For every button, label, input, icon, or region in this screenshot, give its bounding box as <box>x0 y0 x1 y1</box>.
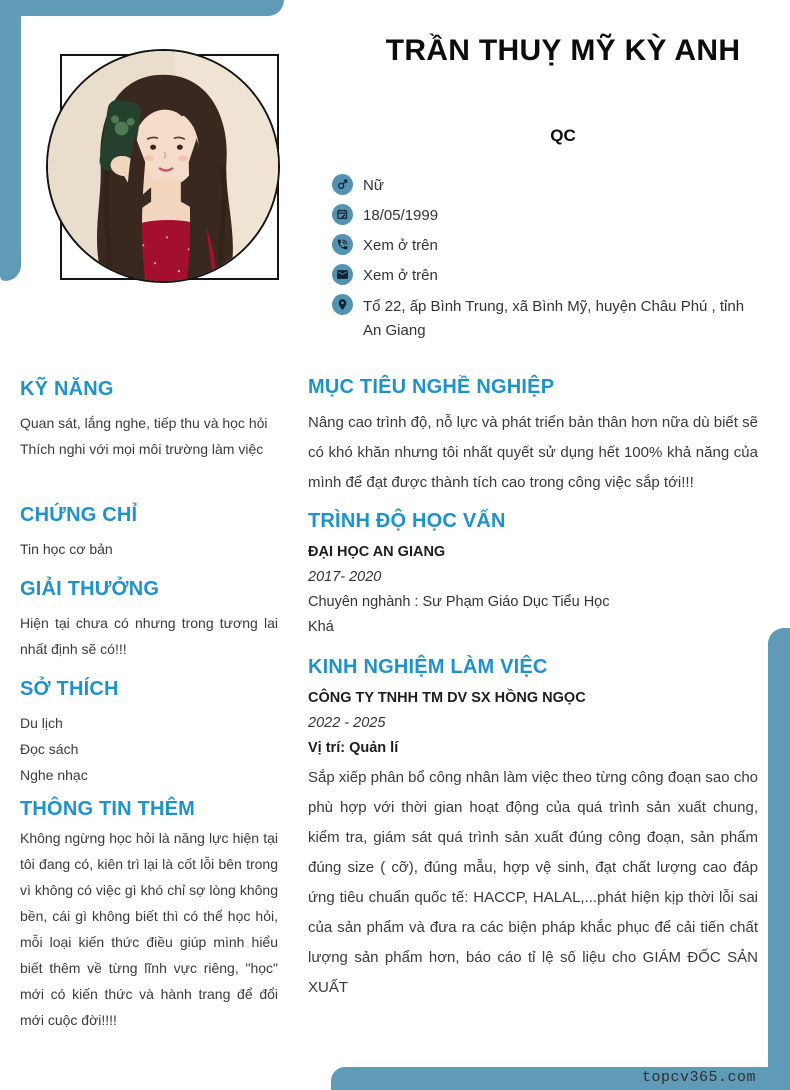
education-period: 2017- 2020 <box>308 569 382 585</box>
top-accent-shape <box>0 0 284 16</box>
email-value: Xem ở trên <box>363 267 438 284</box>
phone-value: Xem ở trên <box>363 237 438 254</box>
right-column <box>308 374 758 1003</box>
hobby-item: Đọc sách <box>20 741 79 757</box>
section-awards <box>20 576 278 662</box>
contact-row-email <box>332 264 764 286</box>
skill-item: Quan sát, lắng nghe, tiếp thu và học hỏi <box>20 415 268 431</box>
skill-item: Thích nghi với mọi môi trường làm việc <box>20 441 264 457</box>
address-value: Tổ 22, ấp Bình Trung, xã Bình Mỹ, huyện Châu Phú , tỉnh An Giang <box>363 298 745 339</box>
birthday-value: 18/05/1999 <box>363 207 439 224</box>
section-certificates <box>20 502 278 562</box>
more-info-text: Không ngừng học hỏi là năng lực hiện tại tôi đang có, kiên trì lại là cốt lỗi bên trong vì không có việc gì khó chỉ sợ lòng không bền, cái gì không biết thì có thể học hỏi, mỗi loại kiến thức điều giúp mình hiểu biết thêm về từng lĩnh vực riêng, "học" mới có kiến thức và hành trang để đổi mới cuộc đời!!!! <box>20 830 278 1028</box>
contact-row-phone <box>332 234 764 256</box>
hobby-item: Nghe nhạc <box>20 767 88 783</box>
experience-position: Vị trí: Quản lí <box>308 740 399 756</box>
page-title-name: TRẦN THUỴ MỸ KỲ ANH <box>385 34 741 67</box>
section-title-hobbies: SỞ THÍCH <box>20 678 119 700</box>
hobby-item: Du lịch <box>20 715 63 731</box>
contact-row-birthday <box>332 204 764 226</box>
section-education <box>308 508 758 640</box>
job-title: QC <box>550 126 576 145</box>
section-title-more-info: THÔNG TIN THÊM <box>20 798 196 820</box>
gender-value: Nữ <box>363 177 384 194</box>
objective-text: Nâng cao trình độ, nỗ lực và phát triển bản thân hơn nữa dù biết sẽ có khó khăn nhưng tôi nhất quyết sử dụng hết 100% khả năng của mình để đạt được thành tích cao trong công việc sắp tới!!! <box>308 414 758 491</box>
section-hobbies <box>20 676 278 788</box>
section-title-awards: GIẢI THƯỞNG <box>20 578 160 600</box>
section-title-objective: MỤC TIÊU NGHỀ NGHIỆP <box>308 376 555 398</box>
section-objective <box>308 374 758 498</box>
experience-period: 2022 - 2025 <box>308 715 386 731</box>
section-title-skills: KỸ NĂNG <box>20 378 114 400</box>
education-major: Chuyên nghành : Sư Phạm Giáo Dục Tiểu Học <box>308 594 610 610</box>
left-column <box>20 376 278 1033</box>
location-icon <box>332 294 353 315</box>
section-title-experience: KINH NGHIỆM LÀM VIỆC <box>308 656 548 678</box>
section-title-education: TRÌNH ĐỘ HỌC VẤN <box>308 510 506 532</box>
profile-photo <box>46 49 280 283</box>
contact-row-gender <box>332 174 764 196</box>
section-experience <box>308 654 758 1003</box>
gender-icon <box>332 174 353 195</box>
education-grade: Khá <box>308 619 334 635</box>
section-title-certificates: CHỨNG CHỈ <box>20 504 138 526</box>
stylized-portrait <box>48 51 278 281</box>
watermark-link: topcv365.com <box>641 1069 756 1086</box>
email-icon <box>332 264 353 285</box>
experience-description: Sắp xiếp phân bổ công nhân làm việc theo từng công đoạn sao cho phù hợp với thời gian hoạt động của quá trình sản xuất chung, kiểm tra, giám sát quá trình sản xuất đúng công đoạn, sản phẩm đúng size ( cỡ), đúng mẫu, hợp vệ sinh, đạt chất lượng cao đáp ứng tiêu chuẩn quốc tế: HACCP, HALAL,...phát hiện kịp thời lỗi sai của sản phẩm và đưa ra các biện pháp khắc phục để cải tiến chất lượng sản phẩm hơn, báo cáo tỉ lệ số liệu cho GIÁM ĐỐC SẢN XUẤT <box>308 769 758 996</box>
experience-company: CÔNG TY TNHH TM DV SX HỒNG NGỌC <box>308 690 586 706</box>
left-accent-shape <box>0 0 21 281</box>
right-accent-shape <box>768 628 790 1090</box>
section-skills <box>20 376 278 462</box>
contact-list <box>332 174 764 351</box>
education-school: ĐẠI HỌC AN GIANG <box>308 544 446 560</box>
certificate-item: Tin học cơ bản <box>20 541 113 557</box>
awards-text: Hiện tại chưa có nhưng trong tương lai nhất định sẽ có!!! <box>20 615 278 657</box>
calendar-icon <box>332 204 353 225</box>
contact-row-address <box>332 294 764 343</box>
section-more-info <box>20 796 278 1033</box>
phone-icon <box>332 234 353 255</box>
